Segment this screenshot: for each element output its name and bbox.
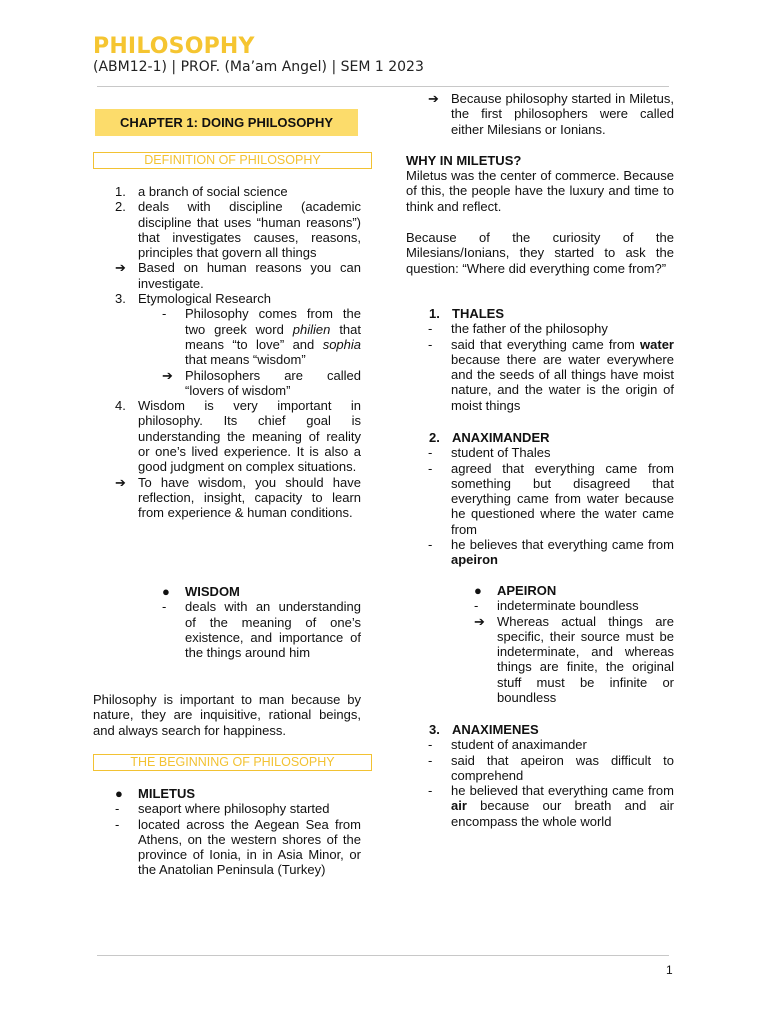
list-item-text: Etymological Research: [138, 291, 271, 307]
arrow-icon: ➔: [115, 474, 126, 490]
list-number: 3.: [115, 291, 126, 307]
list-item: [406, 445, 674, 460]
arrow-icon: ➔: [115, 260, 126, 276]
dash-marker: -: [428, 445, 433, 461]
list-item-text: student of Thales: [451, 445, 551, 461]
list-item: [93, 599, 361, 660]
dash-marker: -: [428, 783, 433, 799]
list-item: [406, 91, 674, 137]
list-item-text: Philosophy comes from the two greek word philien that means “to love” and sophia that means “wisdom”: [185, 306, 362, 368]
apeiron-block: [406, 583, 674, 705]
list-item-text: indeterminate boundless: [497, 598, 639, 614]
dash-marker: -: [428, 737, 433, 753]
list-item: [406, 783, 674, 829]
list-item-text: student of anaximander: [451, 737, 587, 753]
chapter-heading: CHAPTER 1: DOING PHILOSOPHY: [95, 109, 358, 136]
miletus-block: [93, 786, 361, 878]
list-number: 2.: [429, 430, 440, 445]
header-divider: [97, 86, 669, 87]
thales-heading: THALES: [452, 306, 504, 321]
curiosity-paragraph: Because of the curiosity of the Milesians/Ionians, they started to ask the question: “Where did everything come from?”: [406, 230, 674, 276]
list-item-text: Wisdom is very important in philosophy. Its chief goal is understanding the meaning of reality or one’s lived experience. It is also a good judgment on complex situations.: [138, 398, 361, 475]
arrow-icon: ➔: [474, 613, 485, 629]
list-number: 3.: [429, 722, 440, 737]
list-item-text: seaport where philosophy started: [138, 801, 330, 817]
list-item: [406, 306, 674, 321]
list-number: 4.: [115, 398, 126, 414]
dash-marker: -: [428, 336, 433, 352]
list-item-text: agreed that everything came from something but disagreed that everything came from water because he questioned where the water came from: [451, 460, 674, 537]
list-item: [93, 306, 361, 367]
list-item: [93, 786, 361, 801]
list-item: [406, 598, 674, 613]
dash-marker: -: [428, 460, 433, 476]
list-item: [406, 737, 674, 752]
list-item: [406, 537, 674, 568]
dash-marker: -: [428, 752, 433, 768]
list-number: 2.: [115, 199, 126, 215]
list-item-text: said that apeiron was difficult to comprehend: [451, 752, 674, 783]
dash-marker: -: [115, 801, 120, 817]
list-item: [406, 461, 674, 537]
bullet-icon: ●: [162, 584, 170, 599]
apeiron-heading: APEIRON: [497, 583, 557, 598]
section-heading-definition: DEFINITION OF PHILOSOPHY: [93, 152, 372, 169]
miletus-heading: MILETUS: [138, 786, 196, 801]
list-item: [406, 722, 674, 737]
list-item: [93, 199, 361, 260]
list-item-text: the father of the philosophy: [451, 321, 608, 337]
dash-marker: -: [162, 599, 167, 615]
document-subtitle: (ABM12-1) | PROF. (Ma’am Angel) | SEM 1 2023: [93, 59, 424, 75]
dash-marker: -: [428, 321, 433, 337]
list-item-text: he believed that everything came from air because our breath and air encompass the whole world: [451, 783, 674, 829]
list-item-text: Based on human reasons you can investigate.: [138, 260, 361, 291]
dash-marker: -: [115, 816, 120, 832]
list-item-text: located across the Aegean Sea from Athens, on the western shores of the province of Ionia, in in Asia Minor, or the Anatolian Peninsula (Turkey): [138, 816, 361, 878]
anaximander-block: [406, 430, 674, 568]
list-item: [406, 583, 674, 598]
list-number: 1.: [115, 184, 126, 199]
list-item: [93, 368, 361, 399]
anaximander-heading: ANAXIMANDER: [452, 430, 550, 445]
list-item-text: Because philosophy started in Miletus, the first philosophers were called either Milesians or Ionians.: [451, 91, 674, 137]
document-title: PHILOSOPHY: [93, 34, 255, 59]
dash-marker: -: [162, 306, 167, 322]
section-heading-beginning: THE BEGINNING OF PHILOSOPHY: [93, 754, 372, 771]
list-item-text: Whereas actual things are specific, their source must be indeterminate, and whereas things are finite, the original stuff must be infinite or boundless: [497, 613, 674, 706]
importance-paragraph: Philosophy is important to man because by nature, they are inquisitive, rational beings, and always search for happiness.: [93, 692, 361, 738]
list-item: [93, 291, 361, 306]
definition-list: [93, 184, 361, 521]
list-number: 1.: [429, 306, 440, 321]
list-item: [93, 475, 361, 521]
list-item: [406, 321, 674, 336]
list-item: [93, 260, 361, 291]
dash-marker: -: [428, 537, 433, 553]
bullet-icon: ●: [115, 786, 123, 801]
list-item-text: deals with an understanding of the meaning of one’s existence, and importance of the things around him: [185, 599, 361, 661]
bullet-icon: ●: [474, 583, 482, 598]
miletus-note: [406, 91, 674, 137]
list-item: [93, 398, 361, 474]
list-item: [406, 753, 674, 784]
footer-divider: [97, 955, 669, 956]
list-item: [93, 184, 361, 199]
list-item: [406, 337, 674, 413]
arrow-icon: ➔: [428, 91, 439, 106]
list-item-text: he believes that everything came from apeiron: [451, 537, 674, 568]
list-item: [406, 614, 674, 706]
list-item-text: said that everything came from water because there are water everywhere and the seeds of all things have moist nature, and the water is the origin of moist things: [451, 336, 674, 413]
list-item: [93, 584, 361, 599]
list-item-text: deals with discipline (academic discipline that uses “human reasons”) that investigates causes, reasons, principles that govern all things: [138, 199, 361, 261]
arrow-icon: ➔: [162, 367, 173, 383]
anaximenes-heading: ANAXIMENES: [452, 722, 539, 737]
list-item: [406, 430, 674, 445]
list-item-text: To have wisdom, you should have reflection, insight, capacity to learn from experience & human conditions.: [138, 474, 361, 521]
wisdom-block: [93, 584, 361, 660]
list-item-text: a branch of social science: [138, 184, 288, 199]
list-item: [93, 817, 361, 878]
thales-block: [406, 306, 674, 413]
list-item-text: Philosophers are called “lovers of wisdom”: [185, 367, 361, 398]
anaximenes-block: [406, 722, 674, 829]
list-item: [93, 801, 361, 816]
wisdom-heading: WISDOM: [185, 584, 240, 599]
page-number: 1: [666, 963, 673, 977]
why-miletus-text: Miletus was the center of commerce. Because of this, the people have the luxury and time to think and reflect.: [406, 168, 674, 214]
why-miletus-heading: WHY IN MILETUS?: [406, 153, 522, 168]
dash-marker: -: [474, 598, 479, 614]
